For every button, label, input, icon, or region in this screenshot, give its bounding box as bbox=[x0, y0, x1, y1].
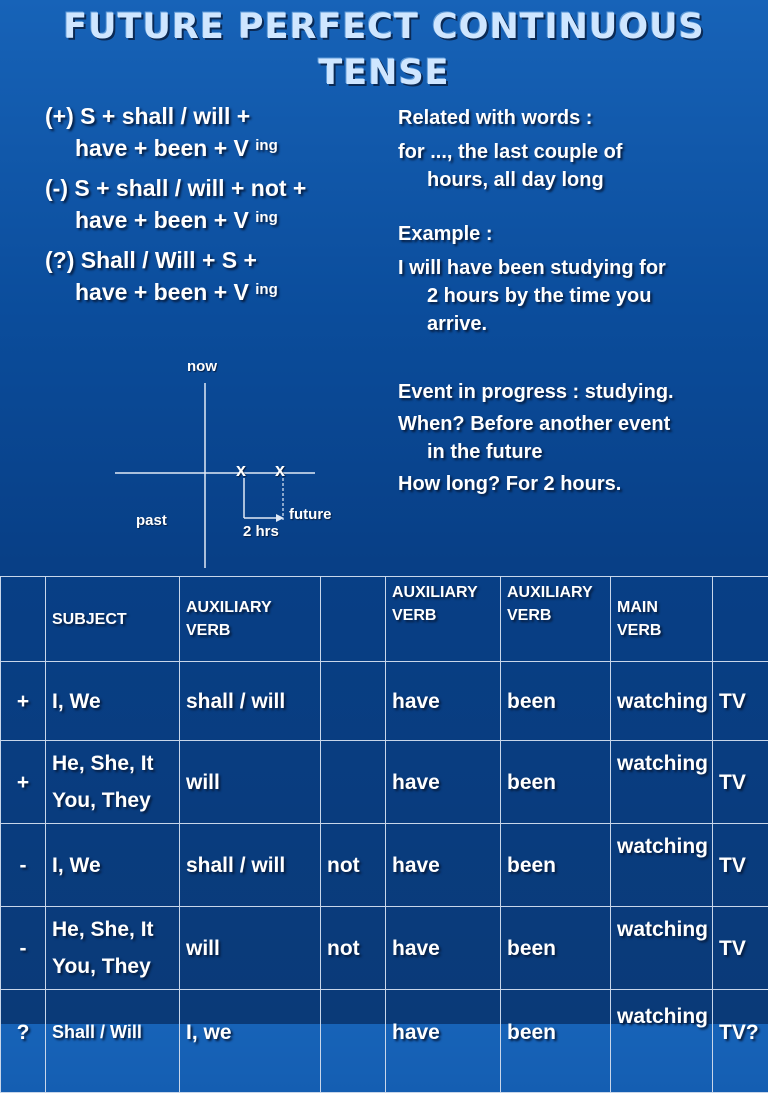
formula-line bbox=[45, 204, 390, 236]
have-cell: have bbox=[386, 824, 501, 907]
table-row bbox=[1, 824, 768, 907]
formula-line: (?) Shall / Will + S + bbox=[45, 247, 257, 273]
subject-cell: I, We bbox=[46, 824, 180, 907]
header-text: MAIN VERB bbox=[617, 599, 661, 639]
table-header-row bbox=[1, 577, 768, 662]
header-auxiliary-verb bbox=[180, 577, 321, 662]
analysis-line: How long? For 2 hours. bbox=[398, 470, 748, 498]
auxiliary-cell: will bbox=[180, 907, 321, 990]
header-text: AUXILIARY VERB bbox=[392, 584, 477, 624]
superscript: ing bbox=[255, 137, 278, 154]
formula-question bbox=[45, 244, 390, 308]
analysis-line: in the future bbox=[398, 438, 748, 466]
auxiliary-cell: shall / will bbox=[180, 662, 321, 741]
sign-cell: + bbox=[1, 662, 46, 741]
object-cell: TV bbox=[713, 907, 768, 990]
explanation-panel bbox=[398, 104, 748, 498]
formula-line bbox=[45, 276, 390, 308]
been-cell: been bbox=[501, 662, 611, 741]
have-cell: have bbox=[386, 662, 501, 741]
auxiliary-cell: shall / will bbox=[180, 824, 321, 907]
superscript: ing bbox=[255, 281, 278, 298]
subject-line: You, They bbox=[52, 955, 151, 978]
subject-line: You, They bbox=[52, 789, 151, 812]
formula-text: have + been + V bbox=[75, 207, 249, 233]
timeline-axes bbox=[110, 355, 360, 570]
related-heading: Related with words : bbox=[398, 104, 748, 132]
table-row bbox=[1, 907, 768, 990]
header-auxiliary-verb bbox=[386, 577, 501, 662]
header-cell bbox=[321, 577, 386, 662]
formula-text: have + been + V bbox=[75, 135, 249, 161]
example-line: I will have been studying for bbox=[398, 254, 748, 282]
header-main-verb bbox=[611, 577, 713, 662]
related-line: hours, all day long bbox=[398, 166, 748, 194]
sign-cell: - bbox=[1, 907, 46, 990]
now-label: now bbox=[187, 358, 217, 375]
object-cell: TV bbox=[713, 662, 768, 741]
analysis-line: Event in progress : studying. bbox=[398, 378, 748, 406]
conjugation-table bbox=[0, 576, 768, 1093]
duration-label: 2 hrs bbox=[243, 523, 279, 540]
page-title bbox=[0, 4, 768, 96]
timeline-diagram bbox=[110, 355, 360, 570]
formula-positive bbox=[45, 100, 390, 164]
header-cell bbox=[713, 577, 768, 662]
example-line: 2 hours by the time you bbox=[398, 282, 748, 310]
main-verb-cell: watching bbox=[611, 662, 713, 741]
formula-line bbox=[45, 132, 390, 164]
been-cell: been bbox=[501, 824, 611, 907]
main-verb-cell: watching bbox=[611, 907, 713, 990]
header-cell bbox=[1, 577, 46, 662]
formula-list bbox=[45, 100, 390, 316]
superscript: ing bbox=[255, 209, 278, 226]
negation-cell bbox=[321, 662, 386, 741]
header-auxiliary-verb bbox=[501, 577, 611, 662]
event-mark-1: x bbox=[236, 460, 246, 481]
object-cell: TV bbox=[713, 741, 768, 824]
auxiliary-cell: I, we bbox=[180, 990, 321, 1093]
example-line: arrive. bbox=[398, 310, 748, 338]
subject-line: He, She, It bbox=[52, 752, 154, 775]
related-line: for ..., the last couple of bbox=[398, 138, 748, 166]
future-label: future bbox=[289, 506, 332, 523]
have-cell: have bbox=[386, 990, 501, 1093]
sign-cell: - bbox=[1, 824, 46, 907]
subject-line: He, She, It bbox=[52, 918, 154, 941]
header-text: AUXILIARY VERB bbox=[186, 599, 271, 639]
formula-line: (+) S + shall / will + bbox=[45, 103, 250, 129]
subject-cell: Shall / Will bbox=[46, 990, 180, 1093]
title-line-2: TENSE bbox=[0, 50, 768, 96]
example-heading: Example : bbox=[398, 220, 748, 248]
main-verb-cell: watching bbox=[611, 824, 713, 907]
sign-cell: ? bbox=[1, 990, 46, 1093]
negation-cell bbox=[321, 990, 386, 1093]
sign-cell: + bbox=[1, 741, 46, 824]
past-label: past bbox=[136, 512, 167, 529]
negation-cell bbox=[321, 741, 386, 824]
analysis-line: When? Before another event bbox=[398, 410, 748, 438]
formula-negative bbox=[45, 172, 390, 236]
have-cell: have bbox=[386, 907, 501, 990]
title-line-1: FUTURE PERFECT CONTINUOUS bbox=[0, 4, 768, 50]
negation-cell: not bbox=[321, 824, 386, 907]
formula-line: (-) S + shall / will + not + bbox=[45, 175, 306, 201]
header-text: AUXILIARY VERB bbox=[507, 584, 592, 624]
main-verb-cell: watching bbox=[611, 741, 713, 824]
subject-cell bbox=[46, 907, 180, 990]
subject-cell: I, We bbox=[46, 662, 180, 741]
been-cell: been bbox=[501, 990, 611, 1093]
main-verb-cell: watching bbox=[611, 990, 713, 1093]
have-cell: have bbox=[386, 741, 501, 824]
table-row bbox=[1, 741, 768, 824]
been-cell: been bbox=[501, 741, 611, 824]
table-row bbox=[1, 990, 768, 1093]
negation-cell: not bbox=[321, 907, 386, 990]
header-subject: SUBJECT bbox=[46, 577, 180, 662]
auxiliary-cell: will bbox=[180, 741, 321, 824]
subject-cell bbox=[46, 741, 180, 824]
event-mark-2: x bbox=[275, 460, 285, 481]
formula-text: have + been + V bbox=[75, 279, 249, 305]
object-cell: TV? bbox=[713, 990, 768, 1093]
been-cell: been bbox=[501, 907, 611, 990]
table-row bbox=[1, 662, 768, 741]
object-cell: TV bbox=[713, 824, 768, 907]
